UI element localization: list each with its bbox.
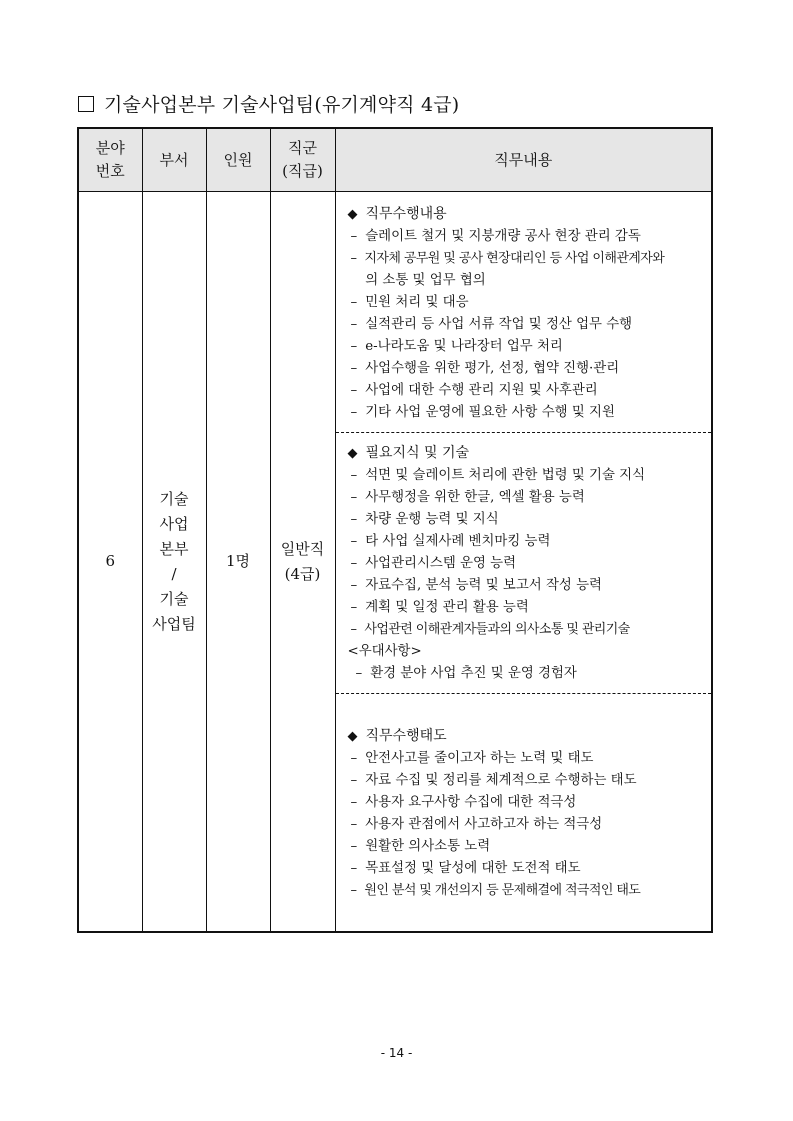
dash-bullet-icon: –	[350, 622, 357, 637]
dash-bullet-icon: –	[350, 578, 358, 593]
page-number: - 14 -	[380, 1046, 413, 1060]
section-title	[348, 724, 708, 748]
section-title	[348, 202, 708, 226]
dash-bullet-icon: –	[350, 405, 358, 420]
list-item	[348, 292, 708, 314]
list-item	[348, 380, 708, 402]
dash-bullet-icon: –	[350, 361, 358, 376]
list-item-text: 원활한 의사소통 노력	[365, 839, 491, 854]
dash-bullet-icon: –	[350, 600, 358, 615]
preference-label: <우대사항>	[347, 644, 422, 659]
list-item	[348, 358, 708, 380]
list-item	[348, 336, 708, 358]
cell-dept: 기술 사업 본부 / 기술 사업팀	[142, 192, 206, 933]
list-item-text: 슬레이트 철거 및 지붕개량 공사 현장 관리 감독	[365, 229, 641, 244]
dash-bullet-icon: –	[350, 773, 358, 788]
diamond-bullet-icon: ◆	[347, 446, 358, 461]
list-item-text: 환경 분야 사업 추진 및 운영 경험자	[370, 666, 577, 681]
list-item	[348, 858, 708, 880]
list-item	[348, 597, 708, 619]
cell-field-no: 6	[78, 192, 142, 933]
list-item	[348, 465, 708, 487]
table-header-row	[78, 128, 712, 192]
list-item-text: 사업관리시스템 운영 능력	[365, 556, 517, 571]
list-item	[348, 314, 708, 336]
list-item-text: 의 소통 및 업무 협의	[365, 273, 486, 288]
header-dept: 부서	[142, 128, 206, 192]
dash-bullet-icon: –	[350, 795, 358, 810]
list-item	[348, 531, 708, 553]
list-item-text: 자료 수집 및 정리를 체계적으로 수행하는 태도	[365, 773, 637, 788]
dash-bullet-icon: –	[350, 817, 358, 832]
list-item-text: 안전사고를 줄이고자 하는 노력 및 태도	[365, 751, 594, 766]
list-item	[348, 402, 708, 424]
dash-bullet-icon: –	[350, 339, 358, 354]
dash-bullet-icon: –	[350, 251, 357, 266]
list-item-text: 기타 사업 운영에 필요한 사항 수행 및 지원	[365, 405, 615, 420]
list-item	[348, 487, 708, 509]
section-heading	[78, 90, 459, 117]
header-field-no: 분야 번호	[78, 128, 142, 192]
header-grade: 직군 (직급)	[270, 128, 335, 192]
table-row	[78, 192, 712, 933]
dash-bullet-icon: –	[350, 861, 358, 876]
cell-headcount: 1명	[206, 192, 270, 933]
list-item-text: 타 사업 실제사례 벤치마킹 능력	[365, 534, 551, 549]
list-item-text: 지자체 공무원 및 공사 현장대리인 등 사업 이해관계자와	[364, 251, 665, 266]
list-item	[348, 248, 708, 270]
list-item-text: 민원 처리 및 대응	[365, 295, 469, 310]
list-item	[348, 663, 708, 685]
attitude-section	[336, 694, 712, 908]
list-item-text: e-나라도움 및 나라장터 업무 처리	[365, 339, 563, 354]
list-item	[348, 748, 708, 770]
section-title-text: 직무수행내용	[365, 206, 447, 222]
dash-bullet-icon: –	[350, 317, 358, 332]
section-heading-text: 기술사업본부 기술사업팀(유기계약직 4급)	[104, 94, 460, 116]
dash-bullet-icon: –	[350, 556, 358, 571]
list-item-text: 차량 운행 능력 및 지식	[365, 512, 499, 527]
dash-bullet-icon: –	[350, 490, 358, 505]
dash-bullet-icon: –	[350, 883, 357, 898]
list-item	[348, 836, 708, 858]
job-description-table	[77, 127, 713, 933]
dash-bullet-icon: –	[350, 512, 358, 527]
section-title	[348, 441, 708, 465]
list-item-text: 계획 및 일정 관리 활용 능력	[365, 600, 529, 615]
list-item	[348, 770, 708, 792]
list-item-text: 사용자 관점에서 사고하고자 하는 적극성	[365, 817, 603, 832]
list-item	[348, 792, 708, 814]
section-title-text: 직무수행태도	[365, 728, 447, 744]
dash-bullet-icon: –	[355, 666, 363, 681]
list-item	[348, 226, 708, 248]
list-item-text: 자료수집, 분석 능력 및 보고서 작성 능력	[365, 578, 602, 593]
diamond-bullet-icon: ◆	[347, 207, 358, 222]
list-item-text: 원인 분석 및 개선의지 등 문제해결에 적극적인 태도	[364, 883, 641, 898]
dash-bullet-icon: –	[350, 839, 358, 854]
dash-bullet-icon: –	[350, 468, 358, 483]
header-duties: 직무내용	[335, 128, 712, 192]
knowledge-section	[336, 433, 712, 694]
header-headcount: 인원	[206, 128, 270, 192]
list-item-text: 사업수행을 위한 평가, 선정, 협약 진행·관리	[365, 361, 620, 376]
list-item	[348, 553, 708, 575]
list-item	[348, 880, 708, 902]
list-item-text: 목표설정 및 달성에 대한 도전적 태도	[365, 861, 581, 876]
dash-bullet-icon: –	[350, 383, 358, 398]
duties-section	[336, 192, 712, 433]
list-item-text: 사업에 대한 수행 관리 지원 및 사후관리	[365, 383, 598, 398]
section-title-text: 필요지식 및 기술	[365, 445, 470, 461]
dash-bullet-icon: –	[350, 534, 358, 549]
dash-bullet-icon: –	[350, 229, 358, 244]
checkbox-square-icon	[78, 96, 94, 112]
list-item	[348, 270, 708, 292]
list-item-text: 실적관리 등 사업 서류 작업 및 정산 업무 수행	[365, 317, 633, 332]
cell-grade: 일반직 (4급)	[270, 192, 335, 933]
list-item-text: 사업관련 이해관계자들과의 의사소통 및 관리기술	[364, 622, 630, 637]
list-item-text: 사무행정을 위한 한글, 엑셀 활용 능력	[365, 490, 585, 505]
list-item	[348, 509, 708, 531]
list-item	[348, 619, 708, 641]
list-item	[348, 575, 708, 597]
dash-bullet-icon: –	[350, 295, 358, 310]
cell-duties	[335, 192, 712, 933]
list-item	[348, 814, 708, 836]
dash-bullet-icon: –	[350, 751, 358, 766]
diamond-bullet-icon: ◆	[347, 729, 358, 744]
list-item-text: 사용자 요구사항 수집에 대한 적극성	[365, 795, 577, 810]
list-item-text: 석면 및 슬레이트 처리에 관한 법령 및 기술 지식	[365, 468, 646, 483]
